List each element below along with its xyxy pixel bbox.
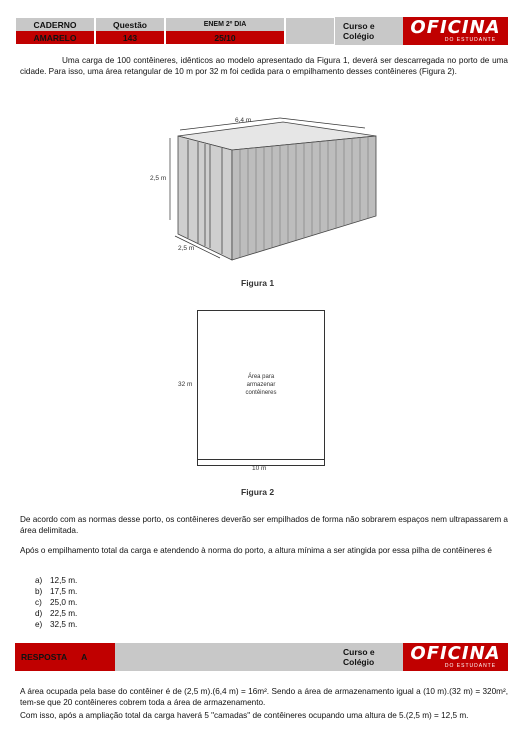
curso-line2-bottom: Colégio — [343, 657, 375, 667]
curso-line2: Colégio — [343, 31, 375, 41]
length-label: 6,4 m — [235, 117, 252, 124]
option-text: 32,5 m. — [50, 620, 78, 629]
answer-bar — [15, 643, 508, 671]
caderno-value: AMARELO — [16, 31, 94, 44]
enem-cell — [165, 17, 285, 45]
solution-line1: A área ocupada pela base do contêiner é de (2,5 m).(6,4 m) = 16m². Sendo a área de armazenamento igual a (10 m).(32 m) = 320m², tem-se que 20 contêineres cobrem toda a área de armazenamento. — [20, 687, 508, 707]
option-text: 17,5 m. — [50, 587, 78, 596]
curso-cell — [335, 17, 403, 45]
questao-label: Questão — [96, 18, 164, 31]
header-bar — [15, 17, 508, 45]
storage-area-rect — [197, 310, 325, 460]
oficina-logo-bottom — [403, 643, 508, 671]
option-letter: e) — [35, 620, 43, 629]
answer-spacer — [115, 643, 335, 671]
enem-label: ENEM 2º DIA — [166, 18, 284, 31]
logo-main-text: OFICINA — [410, 17, 501, 38]
curso-line1: Curso e — [343, 21, 375, 31]
questao-value: 143 — [96, 31, 164, 44]
option-letter: a) — [35, 576, 43, 585]
solution-line2: Com isso, após a ampliação total da carga haverá 5 "camadas" de contêineres ocupando uma altura de 5.(2,5 m) = 12,5 m. — [20, 711, 469, 720]
bottom-label: 10 m — [252, 465, 267, 472]
prompt-text: Após o empilhamento total da carga e atendendo à norma do porto, a altura mínima a ser atingida por essa pilha de contêineres é — [20, 546, 492, 555]
answer-cell — [15, 643, 115, 671]
option-letter: b) — [35, 587, 43, 596]
curso-cell-bottom — [335, 643, 403, 671]
option-text: 22,5 m. — [50, 609, 78, 618]
curso-line1-bottom: Curso e — [343, 647, 375, 657]
option-text: 25,0 m. — [50, 598, 78, 607]
option-letter: c) — [35, 598, 42, 607]
logo-sub-text-bottom: DO ESTUDANTE — [444, 663, 497, 669]
figure1-caption: Figura 1 — [241, 278, 275, 288]
option-c — [35, 598, 77, 608]
spacer-cell — [285, 17, 335, 45]
area-text-2: armazenar — [246, 382, 276, 388]
answer-label: RESPOSTA — [21, 652, 68, 662]
answer-value: A — [81, 652, 88, 662]
height-label: 2,5 m — [150, 175, 167, 182]
container-figure — [140, 108, 385, 268]
option-e — [35, 620, 77, 630]
rule-text: De acordo com as normas desse porto, os contêineres deverão ser empilhados de forma não sobrarem espaços nem ultrapassarem a área delimitada. — [20, 515, 508, 535]
option-b — [35, 587, 77, 597]
option-text: 12,5 m. — [50, 576, 78, 585]
questao-cell — [95, 17, 165, 45]
width-label: 2,5 m — [178, 245, 195, 252]
option-d — [35, 609, 77, 619]
oficina-logo — [403, 17, 508, 45]
logo-sub-text: DO ESTUDANTE — [444, 37, 497, 43]
side-label: 32 m — [178, 381, 193, 388]
option-letter: d) — [35, 609, 43, 618]
question-intro: Uma carga de 100 contêineres, idênticos ao modelo apresentado da Figura 1, deverá ser descarregada no porto de uma cidade. Para isso, uma área retangular de 10 m por 32 m foi cedida para o empilhamento desses contêineres (Figura 2). — [20, 56, 508, 76]
caderno-cell — [15, 17, 95, 45]
option-a — [35, 576, 77, 586]
figure2-caption: Figura 2 — [241, 487, 275, 497]
logo-main-text-bottom: OFICINA — [410, 643, 501, 664]
area-text-1: Área para — [247, 374, 275, 380]
enem-value: 25/10 — [166, 31, 284, 44]
caderno-label: CADERNO — [16, 18, 94, 31]
area-text-3: contêineres — [245, 390, 277, 396]
